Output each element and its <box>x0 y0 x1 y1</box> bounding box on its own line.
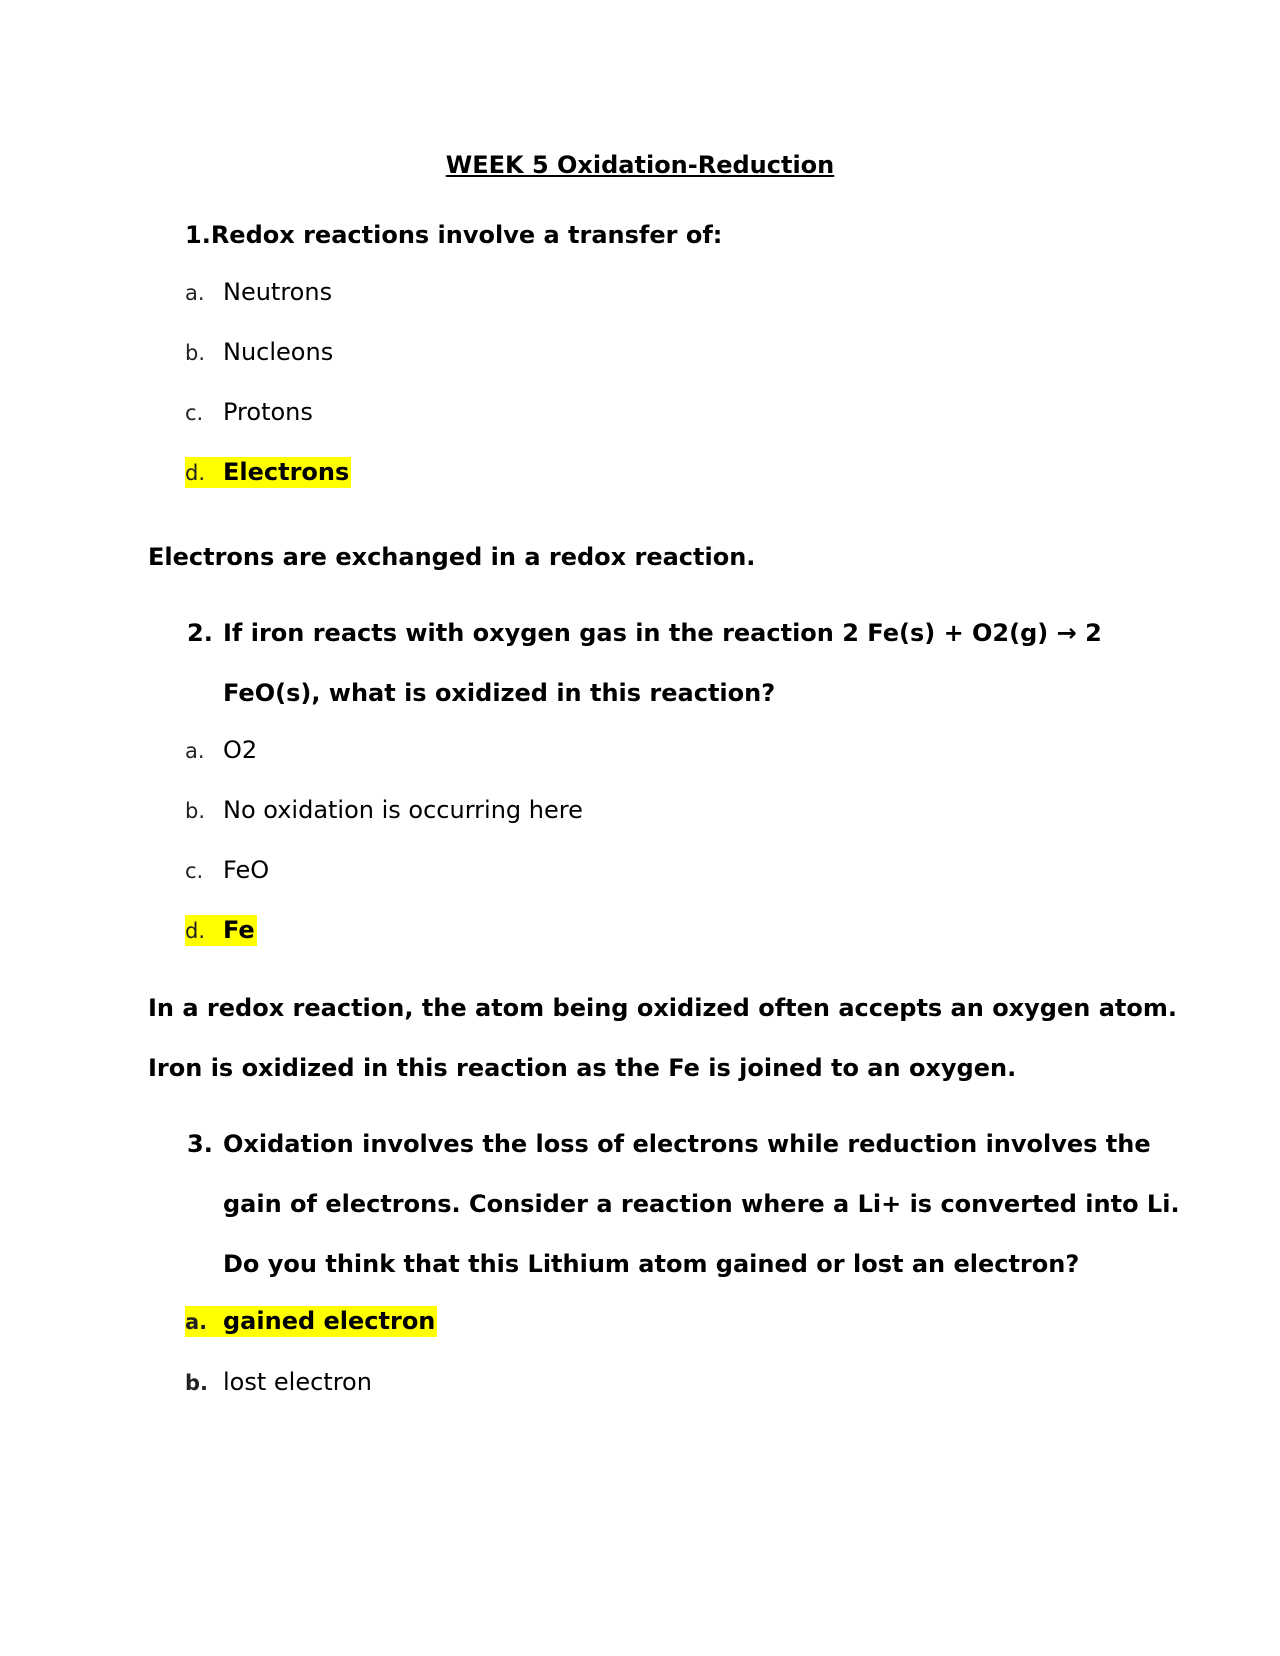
option-text: O2 <box>223 736 258 764</box>
question-2-text-line1: If iron reacts with oxygen gas in the reaction 2 Fe(s) + O2(g) → 2 <box>223 619 1102 647</box>
option-text: No oxidation is occurring here <box>223 796 583 824</box>
option-letter: d. <box>185 461 206 485</box>
question-1-option-a <box>185 277 332 308</box>
question-1-option-d-answer <box>185 457 351 488</box>
option-text: FeO <box>223 856 270 884</box>
option-text: gained electron <box>223 1307 436 1335</box>
option-letter: b. <box>185 799 206 823</box>
question-2-option-a <box>185 735 257 766</box>
page-title-text: WEEK 5 Oxidation-Reduction <box>445 151 835 179</box>
option-letter: a. <box>185 739 205 763</box>
option-text: lost electron <box>223 1368 372 1396</box>
option-letter: b. <box>185 1371 209 1395</box>
option-letter: b. <box>185 341 206 365</box>
question-1-explanation: Electrons are exchanged in a redox reaction. <box>148 543 756 571</box>
question-2-explanation-line1: In a redox reaction, the atom being oxidized often accepts an oxygen atom. <box>148 994 1177 1022</box>
question-3-text-line3: Do you think that this Lithium atom gained or lost an electron? <box>223 1250 1080 1278</box>
option-letter: a. <box>185 1310 208 1334</box>
option-text: Fe <box>223 916 255 944</box>
question-3-option-a-answer <box>185 1306 437 1337</box>
question-1-option-b <box>185 337 333 368</box>
option-letter: c. <box>185 401 204 425</box>
question-3-option-b <box>185 1367 372 1398</box>
question-1-text: Redox reactions involve a transfer of: <box>210 221 723 249</box>
question-3-number: 3. <box>187 1130 213 1158</box>
option-text: Protons <box>223 398 313 426</box>
question-3-text-line1: Oxidation involves the loss of electrons while reduction involves the <box>223 1130 1151 1158</box>
question-2-explanation-line2: Iron is oxidized in this reaction as the Fe is joined to an oxygen. <box>148 1054 1017 1082</box>
question-2-option-b <box>185 795 583 826</box>
option-text: Electrons <box>223 458 350 486</box>
page-title <box>0 150 1280 180</box>
option-text: Nucleons <box>223 338 334 366</box>
question-2-number: 2. <box>187 619 213 647</box>
question-1-option-c <box>185 397 313 428</box>
question-2-option-c <box>185 855 269 886</box>
option-letter: c. <box>185 859 204 883</box>
question-2-text-line2: FeO(s), what is oxidized in this reaction? <box>223 679 776 707</box>
question-3-text-line2: gain of electrons. Consider a reaction where a Li+ is converted into Li. <box>223 1190 1180 1218</box>
option-letter: d. <box>185 919 206 943</box>
question-1-number: 1. <box>185 221 211 249</box>
question-2-option-d-answer <box>185 915 257 946</box>
question-1 <box>185 220 722 250</box>
option-text: Neutrons <box>223 278 333 306</box>
option-letter: a. <box>185 281 205 305</box>
